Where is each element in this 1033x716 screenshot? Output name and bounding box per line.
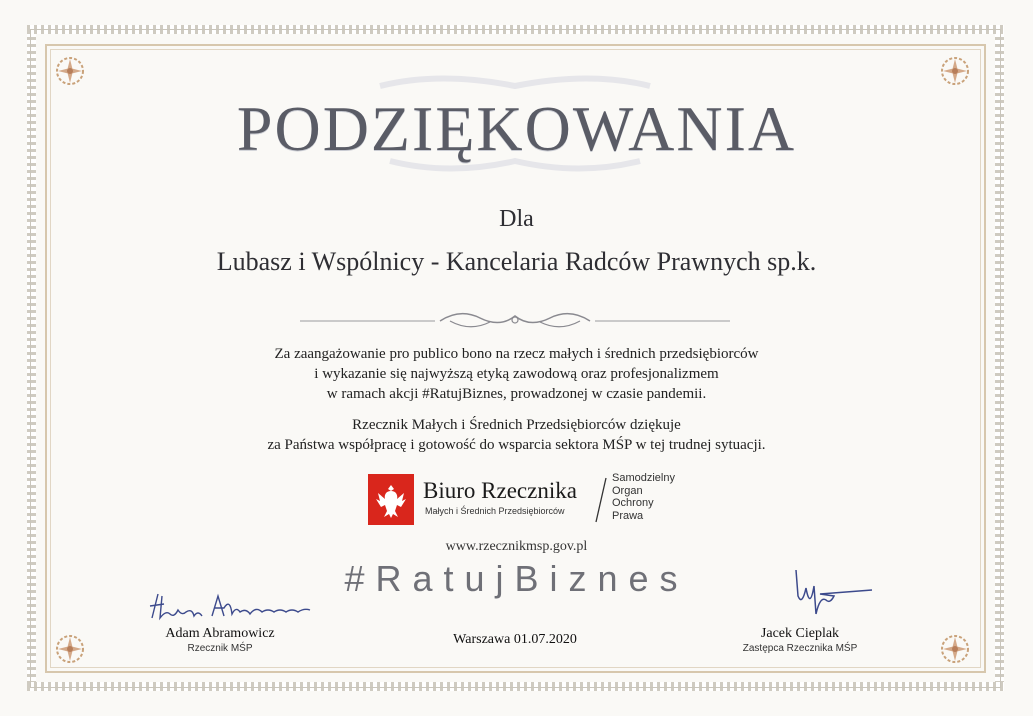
paragraph-line: Za zaangażowanie pro publico bono na rzecz małych i średnich przedsiębiorców [274, 346, 759, 362]
white-eagle-icon [374, 481, 408, 521]
place-date: Warszawa 01.07.2020 [453, 632, 577, 647]
logo-subtitle: Małych i Średnich Przedsiębiorców [425, 506, 565, 516]
paragraph-line: i wykazanie się najwyższą etyką zawodową oraz profesjonalizmem [314, 366, 719, 382]
signatory-role: Zastępca Rzecznika MŚP [742, 643, 858, 654]
website-url: www.rzecznikmsp.gov.pl [445, 539, 588, 554]
slash-divider-icon [594, 476, 608, 524]
logo-flag [368, 474, 414, 525]
organ-line: Ochrony [612, 497, 654, 509]
recipient-name: Lubasz i Wspólnicy - Kancelaria Radców Prawnych sp.k. [216, 247, 817, 276]
campaign-hashtag: #RatujBiznes [344, 558, 689, 599]
organ-line: Samodzielny [612, 472, 675, 484]
for-label: Dla [499, 206, 534, 232]
organ-line: Organ [612, 484, 643, 497]
corner-ornament-icon [938, 54, 972, 88]
signatory-role: Rzecznik MŚP [187, 643, 253, 654]
biuro-logo [368, 472, 698, 528]
signatory-name: Adam Abramowicz [165, 626, 275, 641]
paragraph-line: za Państwa współpracę i gotowość do wsparcia sektora MŚP w tej trudnej sytuacji. [267, 437, 766, 453]
logo-organ-text [612, 472, 675, 522]
signatory-name: Jacek Cieplak [760, 626, 840, 641]
paragraph-line: Rzecznik Małych i Średnich Przedsiębiorców dziękuje [352, 417, 681, 433]
organ-line: Prawa [612, 509, 644, 522]
corner-ornament-icon [53, 632, 87, 666]
signature-left [140, 588, 320, 628]
certificate-title: PODZIĘKOWANIA [236, 93, 797, 164]
logo-title: Biuro Rzecznika [423, 478, 577, 503]
corner-ornament-icon [53, 54, 87, 88]
corner-ornament-icon [938, 632, 972, 666]
signature-right [786, 566, 876, 628]
paragraph-line: w ramach akcji #RatujBiznes, prowadzonej w czasie pandemii. [326, 386, 707, 402]
paragraph-appreciation [0, 344, 1033, 404]
paragraph-thanks [0, 415, 1033, 455]
divider-ornament-icon [300, 306, 730, 336]
